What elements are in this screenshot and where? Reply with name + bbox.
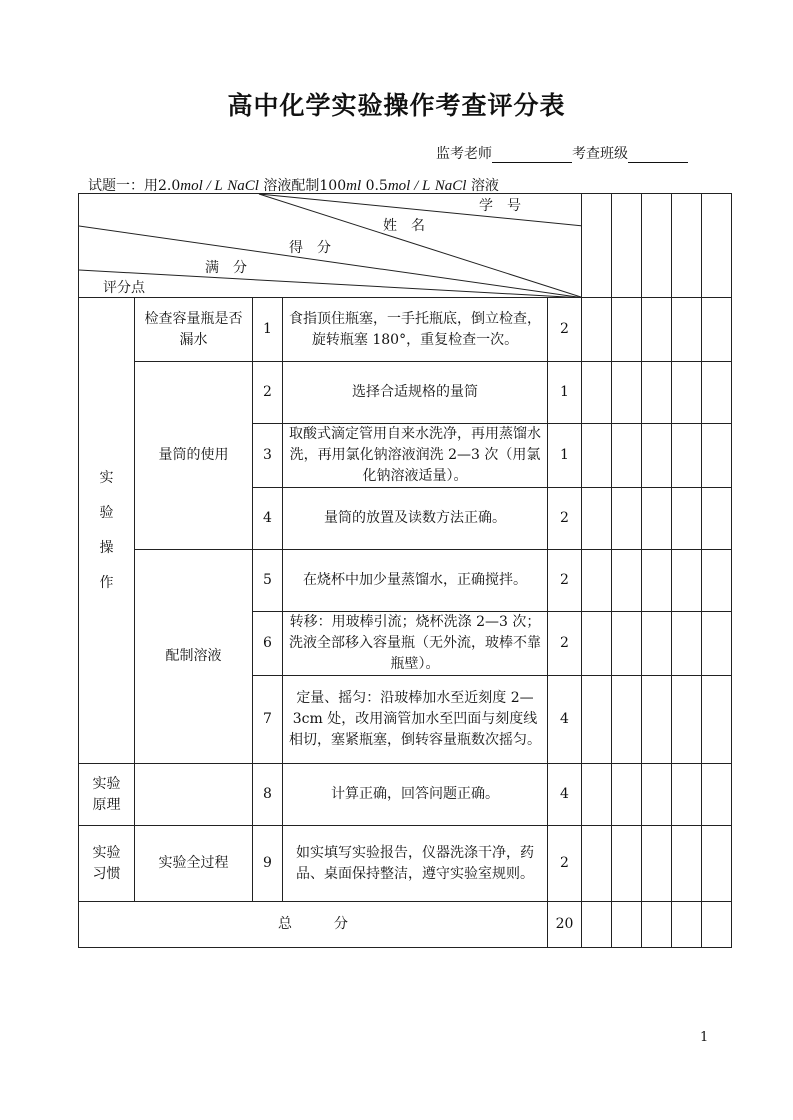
item-score: 2 xyxy=(548,488,582,550)
teacher-label: 监考老师 xyxy=(436,146,492,162)
subgroup-prepare: 配制溶液 xyxy=(135,550,253,764)
total-score: 20 xyxy=(548,902,582,948)
student-cell[interactable] xyxy=(582,902,612,948)
student-cell[interactable] xyxy=(642,676,672,764)
student-cell[interactable] xyxy=(672,676,702,764)
student-cell[interactable] xyxy=(702,488,732,550)
item-no: 4 xyxy=(253,488,283,550)
header-student-no: 学 号 xyxy=(479,198,521,214)
student-cell[interactable] xyxy=(612,298,642,362)
item-no: 9 xyxy=(253,826,283,902)
group-char: 验 xyxy=(99,504,114,521)
student-cell[interactable] xyxy=(642,488,672,550)
page-title: 高中化学实验操作考查评分表 xyxy=(227,91,566,120)
item-score: 2 xyxy=(548,826,582,902)
student-cell[interactable] xyxy=(702,676,732,764)
item-score: 4 xyxy=(548,676,582,764)
student-cell[interactable] xyxy=(702,550,732,612)
item-score: 2 xyxy=(548,298,582,362)
subgroup-empty xyxy=(135,764,253,826)
student-cell[interactable] xyxy=(672,612,702,676)
item-desc: 在烧杯中加少量蒸馏水，正确搅拌。 xyxy=(283,550,548,612)
question-conc2: 0.5 xyxy=(365,178,388,194)
score-table xyxy=(78,193,732,948)
total-label: 总 分 xyxy=(79,902,548,948)
student-cell[interactable] xyxy=(702,194,732,298)
student-cell[interactable] xyxy=(612,612,642,676)
group-habit: 实验习惯 xyxy=(79,826,135,902)
item-no: 7 xyxy=(253,676,283,764)
item-score: 4 xyxy=(548,764,582,826)
student-cell[interactable] xyxy=(672,902,702,948)
group-operation xyxy=(79,298,135,764)
item-desc: 转移：用玻棒引流；烧杯洗涤 2—3 次；洗液全部移入容量瓶（无外流，玻棒不靠瓶壁）。 xyxy=(283,612,548,676)
table-row xyxy=(79,764,732,826)
subgroup-cylinder: 量筒的使用 xyxy=(135,362,253,550)
supervisor-line xyxy=(436,143,688,163)
total-row xyxy=(79,902,732,948)
table-row xyxy=(79,550,732,612)
student-cell[interactable] xyxy=(642,424,672,488)
student-cell[interactable] xyxy=(582,298,612,362)
item-no: 2 xyxy=(253,362,283,424)
student-cell[interactable] xyxy=(702,612,732,676)
question-unit2: mol / L xyxy=(387,178,431,194)
student-cell[interactable] xyxy=(672,764,702,826)
student-cell[interactable] xyxy=(702,764,732,826)
student-cell[interactable] xyxy=(582,612,612,676)
student-cell[interactable] xyxy=(672,826,702,902)
group-char: 操 xyxy=(99,539,114,556)
item-desc: 食指顶住瓶塞，一手托瓶底，倒立检查，旋转瓶塞 180°，重复检查一次。 xyxy=(283,298,548,362)
item-no: 1 xyxy=(253,298,283,362)
item-no: 8 xyxy=(253,764,283,826)
student-cell[interactable] xyxy=(702,298,732,362)
student-cell[interactable] xyxy=(672,488,702,550)
item-score: 2 xyxy=(548,550,582,612)
student-cell[interactable] xyxy=(612,764,642,826)
teacher-blank[interactable] xyxy=(492,148,572,163)
item-score: 2 xyxy=(548,612,582,676)
class-blank[interactable] xyxy=(628,148,688,163)
question-conc1: 2.0 xyxy=(158,178,181,194)
student-cell[interactable] xyxy=(612,826,642,902)
question-salt2: NaCl xyxy=(434,178,467,194)
student-cell[interactable] xyxy=(642,298,672,362)
student-cell[interactable] xyxy=(582,362,612,424)
group-char: 作 xyxy=(99,574,114,591)
item-score: 1 xyxy=(548,362,582,424)
student-cell[interactable] xyxy=(582,550,612,612)
student-cell[interactable] xyxy=(672,424,702,488)
student-cell[interactable] xyxy=(702,424,732,488)
student-cell[interactable] xyxy=(612,194,642,298)
header-name: 姓 名 xyxy=(383,218,425,234)
page-number: 1 xyxy=(700,1030,709,1045)
item-desc: 计算正确，回答问题正确。 xyxy=(283,764,548,826)
subgroup-whole-process: 实验全过程 xyxy=(135,826,253,902)
diagonal-header xyxy=(79,194,582,298)
student-cell[interactable] xyxy=(612,676,642,764)
student-cell[interactable] xyxy=(672,298,702,362)
question-vol-unit: ml xyxy=(346,178,362,194)
student-cell[interactable] xyxy=(612,902,642,948)
item-no: 3 xyxy=(253,424,283,488)
item-desc: 选择合适规格的量筒 xyxy=(283,362,548,424)
item-desc: 量筒的放置及读数方法正确。 xyxy=(283,488,548,550)
student-cell[interactable] xyxy=(672,550,702,612)
item-desc: 定量、摇匀：沿玻棒加水至近刻度 2—3cm 处，改用滴管加水至凹面与刻度线相切，塞紧瓶塞，倒转容量瓶数次摇匀。 xyxy=(283,676,548,764)
question-suffix: 溶液 xyxy=(470,178,499,194)
student-cell[interactable] xyxy=(582,764,612,826)
student-cell[interactable] xyxy=(612,488,642,550)
item-desc: 如实填写实验报告，仪器洗涤干净，药品、桌面保持整洁，遵守实验室规则。 xyxy=(283,826,548,902)
header-full-score: 满 分 xyxy=(205,260,247,276)
student-cell[interactable] xyxy=(642,362,672,424)
student-cell[interactable] xyxy=(702,826,732,902)
question-salt1: NaCl xyxy=(227,178,259,194)
student-cell[interactable] xyxy=(582,826,612,902)
header-row xyxy=(79,194,732,298)
question-line xyxy=(88,175,499,195)
table-row xyxy=(79,298,732,362)
student-cell[interactable] xyxy=(612,362,642,424)
student-cell[interactable] xyxy=(672,362,702,424)
group-principle: 实验原理 xyxy=(79,764,135,826)
student-cell[interactable] xyxy=(642,902,672,948)
student-cell[interactable] xyxy=(582,676,612,764)
student-cell[interactable] xyxy=(702,362,732,424)
subgroup-leak-check: 检查容量瓶是否漏水 xyxy=(135,298,253,362)
header-score: 得 分 xyxy=(289,240,331,256)
student-cell[interactable] xyxy=(582,488,612,550)
question-unit1: mol / L xyxy=(180,178,223,194)
question-volume: 100 xyxy=(319,178,347,194)
student-cell[interactable] xyxy=(642,764,672,826)
header-points: 评分点 xyxy=(103,280,145,296)
group-char: 实 xyxy=(99,469,114,486)
student-cell[interactable] xyxy=(672,194,702,298)
student-cell[interactable] xyxy=(642,550,672,612)
student-cell[interactable] xyxy=(642,194,672,298)
item-score: 1 xyxy=(548,424,582,488)
student-cell[interactable] xyxy=(612,550,642,612)
question-mid: 溶液配制 xyxy=(263,178,320,194)
item-no: 5 xyxy=(253,550,283,612)
class-label: 考查班级 xyxy=(572,146,628,162)
student-cell[interactable] xyxy=(702,902,732,948)
item-desc: 取酸式滴定管用自来水洗净，再用蒸馏水洗，再用氯化钠溶液润洗 2—3 次（用氯化钠溶液适量）。 xyxy=(283,424,548,488)
student-cell[interactable] xyxy=(642,826,672,902)
student-cell[interactable] xyxy=(612,424,642,488)
table-row xyxy=(79,362,732,424)
student-cell[interactable] xyxy=(582,194,612,298)
table-row xyxy=(79,826,732,902)
student-cell[interactable] xyxy=(642,612,672,676)
item-no: 6 xyxy=(253,612,283,676)
student-cell[interactable] xyxy=(582,424,612,488)
question-prefix: 试题一：用 xyxy=(88,178,158,194)
